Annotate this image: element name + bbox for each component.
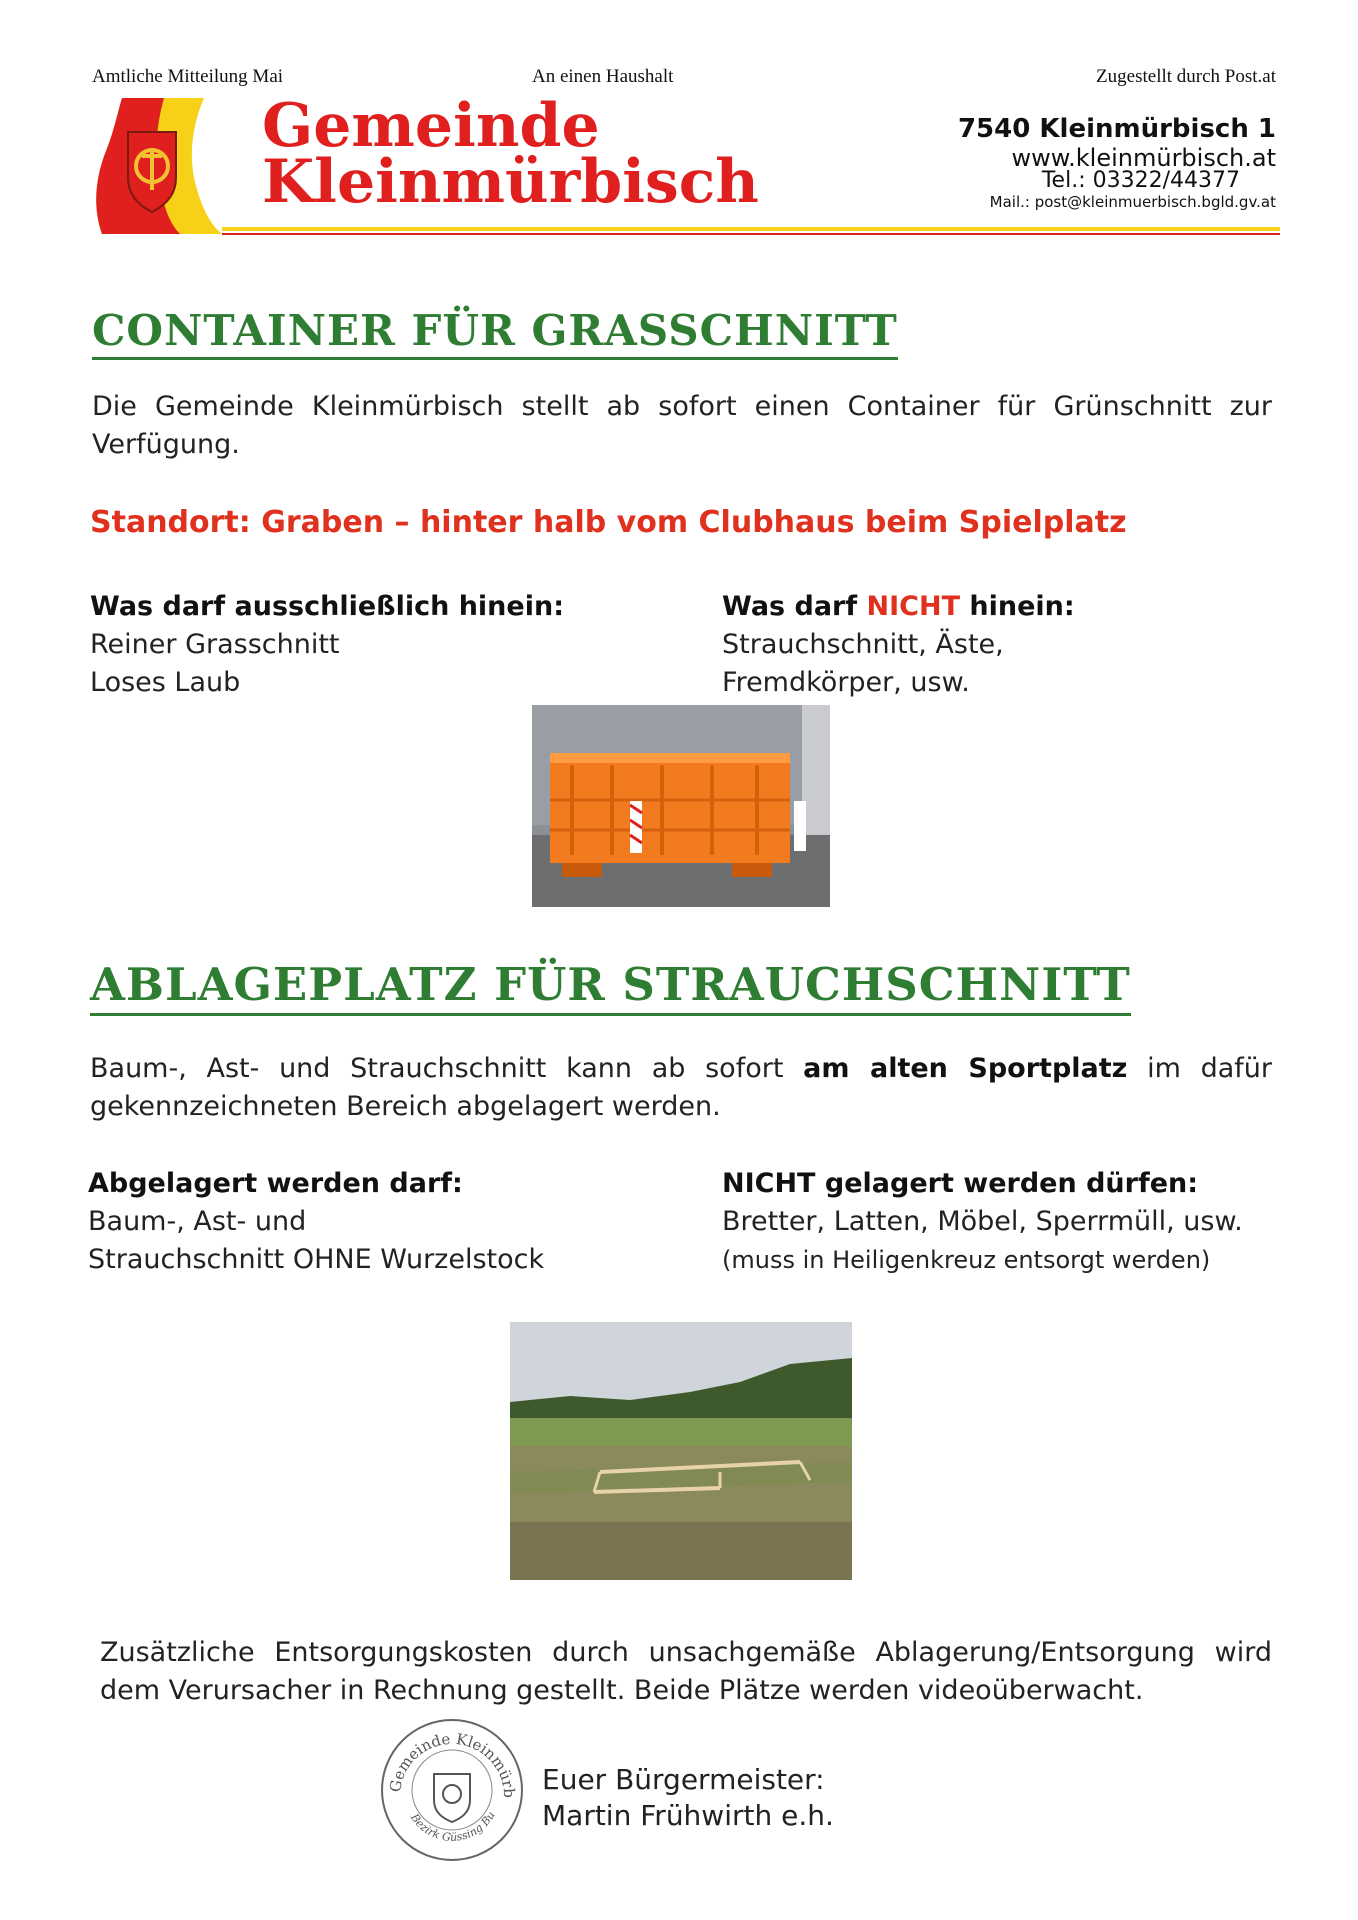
signature-block [542,1762,834,1834]
container-photo [532,705,830,907]
header-mail: Mail.: post@kleinmuerbisch.bgld.gv.at [989,193,1276,211]
list-item: Fremdkörper, usw. [722,667,970,698]
brand-gemeinde: Gemeinde [262,91,600,161]
section1-allowed [90,588,564,702]
header-center-note: An einen Haushalt [532,66,674,87]
sportplatz-photo [510,1322,852,1580]
list-item: (muss in Heiligenkreuz entsorgt werden) [722,1246,1211,1274]
header-phone: Tel.: 03322/44377 [1041,168,1240,193]
header-rule-red [222,233,1280,235]
section1-location: Standort: Graben – hinter halb vom Clubhaus beim Spielplatz [90,505,1127,540]
list-item: Strauchschnitt OHNE Wurzelstock [88,1244,545,1275]
header-right-note: Zugestellt durch Post.at [1096,66,1276,87]
list-item: Strauchschnitt, Äste, [722,629,1004,660]
seal-top-text: Gemeinde Kleinmürb [385,1729,519,1799]
municipal-seal [378,1716,526,1864]
header-rule-yellow [222,227,1280,231]
allowed-heading: Was darf ausschließlich hinein: [90,591,564,622]
list-item: Loses Laub [90,667,241,698]
section2-title: ABLAGEPLATZ FÜR STRAUCHSCHNITT [90,958,1131,1016]
section1-title: CONTAINER FÜR GRASSCHNITT [92,306,898,360]
header-left-note: Amtliche Mitteilung Mai [92,66,284,87]
section2-forbidden [722,1165,1243,1279]
section1-forbidden [722,588,1075,702]
forbidden-heading: NICHT gelagert werden dürfen: [722,1168,1199,1199]
signature-title: Euer Bürgermeister: [542,1763,825,1796]
header-address: 7540 Kleinmürbisch 1 [957,114,1276,144]
coat-of-arms-logo [92,96,222,236]
signature-name: Martin Frühwirth e.h. [542,1799,834,1832]
list-item: Baum-, Ast- und [88,1206,307,1237]
brand-kleinmurbisch: Kleinmürbisch [262,147,759,217]
section1-intro: Die Gemeinde Kleinmürbisch stellt ab sofort einen Container für Grünschnitt zur Verfügung. [92,391,1272,460]
forbidden-heading: Was darf NICHT hinein: [722,591,1075,622]
list-item: Bretter, Latten, Möbel, Sperrmüll, usw. [722,1206,1243,1237]
list-item: Reiner Grasschnitt [90,629,340,660]
section2-allowed [88,1165,544,1279]
footer-notice: Zusätzliche Entsorgungskosten durch unsachgemäße Ablagerung/Entsorgung wird dem Verursacher in Rechnung gestellt. Beide Plätze werden videoüberwacht. [100,1637,1272,1706]
header-website: www.kleinmürbisch.at [1011,144,1276,172]
seal-bottom-text: Bezirk Güssing Bu [407,1809,498,1844]
allowed-heading: Abgelagert werden darf: [88,1168,463,1199]
section2-intro: Baum-, Ast- und Strauchschnitt kann ab sofort am alten Sportplatz im dafür gekennzeichneten Bereich abgelagert werden. [90,1053,1272,1122]
